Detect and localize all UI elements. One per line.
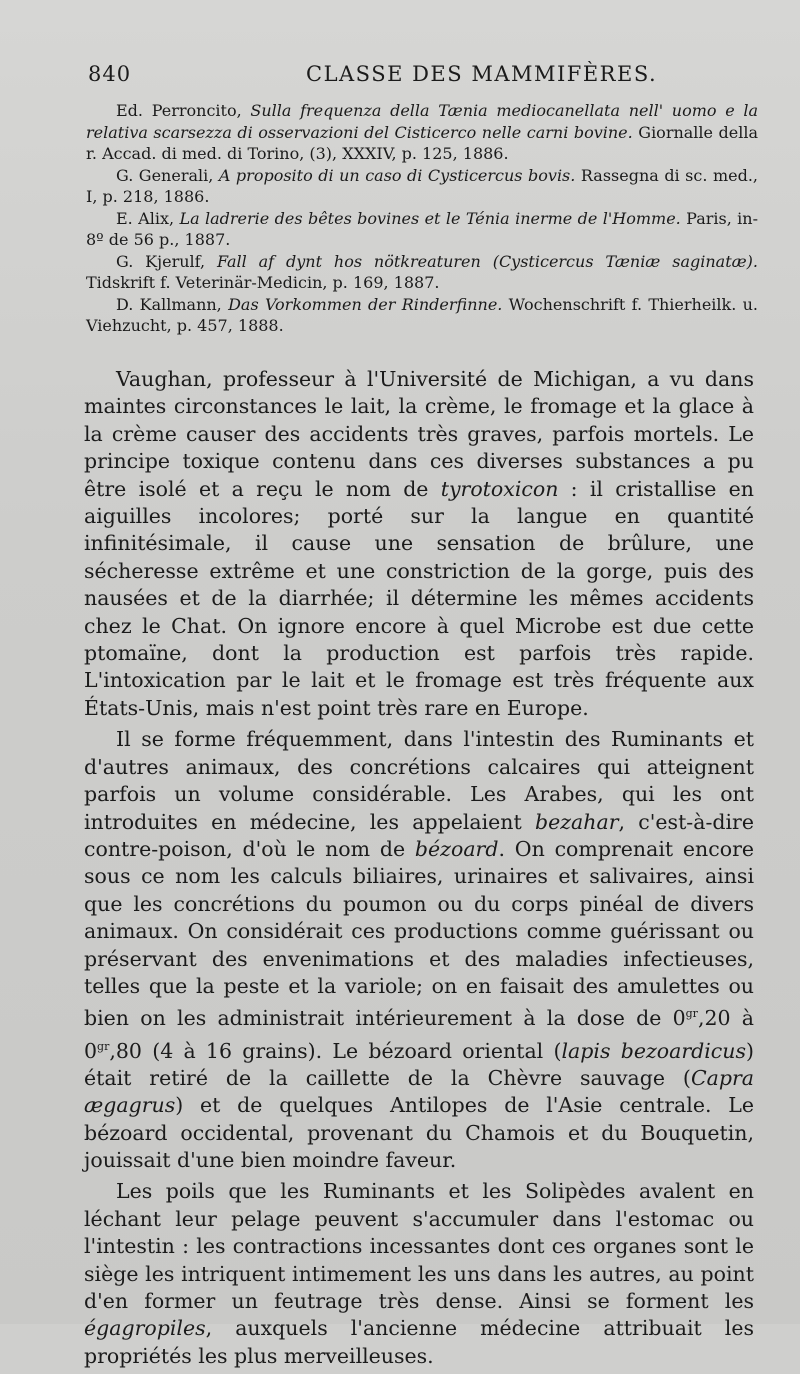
paragraph-bezoard: Il se forme fréquemment, dans l'intestin des Ruminants et d'autres animaux, des concrétions calcaires qui atteignent parfois un volume considérable. Les Arabes, qui les ont introduites en médecine, les appelaient bezahar, c'est-à-dire contre-poison, d'où le nom de bézoard. On comprenait encore sous ce nom les calculs biliaires, urinaires et salivaires, ainsi que les concrétions du poumon ou du corps pinéal de divers animaux. On considérait ces productions comme guérissant ou préservant des envenimations et des maladies infectieuses, telles que la peste et la variole; on en faisait des amulettes ou bien on les administrait intérieurement à la dose de $0^{gr},20$ à $0^{gr},80$ (4 à 16 grains). Le bézoard oriental (lapis bezoardicus) était retiré de la caillette de la Chèvre sauvage (Capra ægagrus) et de quelques Antilopes de l'Asie centrale. Le bézoard occidental, provenant du Chamois et du Bouquetin, jouissait d'une bien moindre faveur. (84, 727, 755, 1173)
running-title: CLASSE DES MAMMIFÈRES. (306, 62, 658, 86)
bibliography (86, 100, 758, 337)
paragraph-tyrotoxicon: Vaughan, professeur à l'Université de Michigan, a vu dans maintes circonstances le lait, la crème, le fromage et la glace à la crème causer des accidents très graves, parfois mortels. Le principe toxique contenu dans ces diverses substances a pu être isolé et a reçu le nom de tyrotoxicon : il cristallise en aiguilles incolores; porté sur la langue en quantité infinitésimale, il cause une sensation de brûlure, une sécheresse extrême et une constriction de la gorge, puis des nausées et de la diarrhée; il détermine les mêmes accidents chez le Chat. On ignore encore à quel Microbe est due cette ptomaïne, dont la production est parfois très rapide. L'intoxication par le lait et le fromage est très fréquente aux États-Unis, mais n'est point très rare en Europe. (84, 367, 754, 720)
reference-entry: Ed. Perroncito, Sulla frequenza della Tænia mediocanellata nell' uomo e la relativa scarsezza di osservazioni del Cisticerco nelle carni bovine. Giornalle della r. Accad. di med. di Torino, (3), XXXIV, p. 125, 1886. (86, 101, 759, 163)
reference-entry: E. Alix, La ladrerie des bêtes bovines et le Ténia inerme de l'Homme. Paris, in-8º de 56 p., 1887. (86, 208, 759, 249)
reference-entry: G. Kjerulf, Fall af dynt hos nötkreaturen (Cysticercus Tæniæ saginatæ). Tidskrift f. Veterinär-Medicin, p. 169, 1887. (86, 251, 758, 292)
reference-entry: D. Kallmann, Das Vorkommen der Rinderfinne. Wochenschrift f. Thierheilk. u. Viehzucht, p. 457, 1888. (86, 294, 759, 335)
page-number: 840 (88, 62, 132, 86)
main-text (84, 366, 754, 1374)
paragraph-egagropiles: Les poils que les Ruminants et les Solipèdes avalent en léchant leur pelage peuvent s'accumuler dans l'estomac ou l'intestin : les contractions incessantes dont ces organes sont le siège les intriquent intimement les uns dans les autres, au point d'en former un feutrage très dense. Ainsi se forment les égagropiles, auxquels l'ancienne médecine attribuait les propriétés les plus merveilleuses. (84, 1179, 754, 1368)
reference-entry: G. Generali, A proposito di un caso di Cysticercus bovis. Rassegna di sc. med., I, p. 218, 1886. (86, 165, 758, 206)
